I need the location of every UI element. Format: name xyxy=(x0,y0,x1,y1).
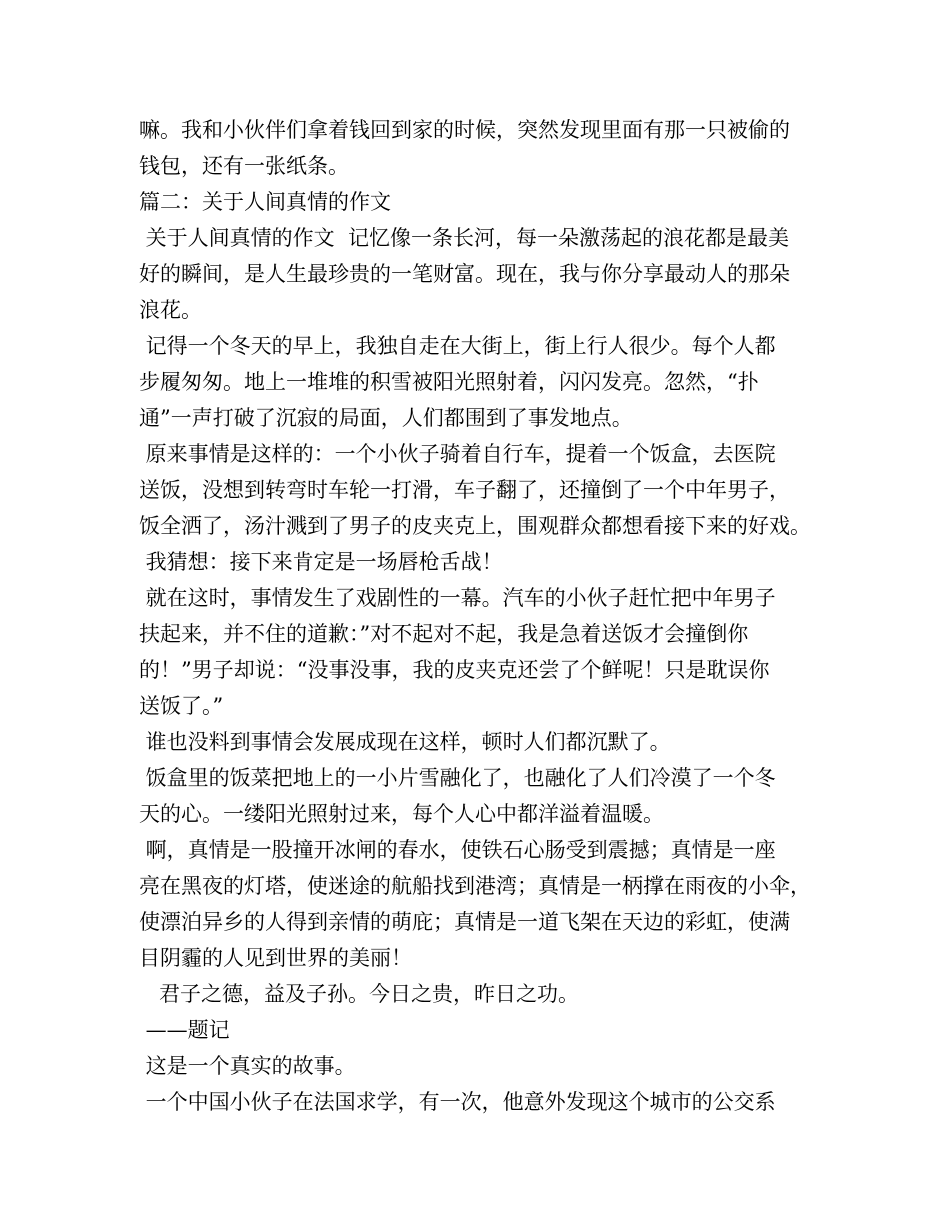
text-line: 亮在黑夜的灯塔，使迷途的航船找到港湾；真情是一柄撑在雨夜的小伞， xyxy=(139,874,811,898)
text-line: 记得一个冬天的早上，我独自走在大街上，街上行人很少。每个人都 xyxy=(139,334,776,358)
document-body xyxy=(139,112,839,1120)
text-line: 啊，真情是一股撞开冰闸的春水，使铁石心肠受到震撼；真情是一座 xyxy=(139,838,776,862)
text-line: 浪花。 xyxy=(139,298,202,322)
text-line: 这是一个真实的故事。 xyxy=(139,1054,356,1078)
text-line: 通”一声打破了沉寂的局面，人们都围到了事发地点。 xyxy=(139,406,633,430)
text-line: 饭盒里的饭菜把地上的一小片雪融化了，也融化了人们冷漠了一个冬 xyxy=(139,766,776,790)
text-line: 扶起来，并不住的道歉：”对不起对不起，我是急着送饭才会撞倒你 xyxy=(139,622,749,646)
text-line: 送饭，没想到转弯时车轮一打滑，车子翻了，还撞倒了一个中年男子， xyxy=(139,478,790,502)
text-line: 一个中国小伙子在法国求学，有一次，他意外发现这个城市的公交系 xyxy=(139,1090,776,1114)
text-line: 天的心。一缕阳光照射过来，每个人心中都洋溢着温暖。 xyxy=(139,802,664,826)
text-line: 谁也没料到事情会发展成现在这样，顿时人们都沉默了。 xyxy=(139,730,671,754)
text-line: 好的瞬间，是人生最珍贵的一笔财富。现在，我与你分享最动人的那朵 xyxy=(139,262,790,286)
text-line: 原来事情是这样的：一个小伙子骑着自行车，提着一个饭盒，去医院 xyxy=(139,442,776,466)
section-heading: 篇二：关于人间真情的作文 xyxy=(139,190,391,214)
text-line: 的！”男子却说：“没事没事，我的皮夹克还尝了个鲜呢！只是耽误你 xyxy=(139,658,770,682)
text-line: 饭全洒了，汤汁溅到了男子的皮夹克上，围观群众都想看接下来的好戏。 xyxy=(139,514,811,538)
text-line: 我猜想：接下来肯定是一场唇枪舌战！ xyxy=(139,550,503,574)
text-line: 就在这时，事情发生了戏剧性的一幕。汽车的小伙子赶忙把中年男子 xyxy=(139,586,776,610)
text-line: 钱包，还有一张纸条。 xyxy=(139,154,349,178)
text-line: 目阴霾的人见到世界的美丽！ xyxy=(139,946,412,970)
text-line: 步履匆匆。地上一堆堆的积雪被阳光照射着，闪闪发亮。忽然，“扑 xyxy=(139,370,759,394)
text-line: 关于人间真情的作文 记忆像一条长河，每一朵激荡起的浪花都是最美 xyxy=(139,226,790,250)
epigraph-line: 君子之德，益及子孙。今日之贵，昨日之功。 xyxy=(139,982,580,1006)
epigraph-attribution: ——题记 xyxy=(139,1018,230,1042)
text-line: 使漂泊异乡的人得到亲情的萌庇；真情是一道飞架在天边的彩虹，使满 xyxy=(139,910,790,934)
text-line: 送饭了。” xyxy=(139,694,224,718)
text-line: 嘛。我和小伙伴们拿着钱回到家的时候，突然发现里面有那一只被偷的 xyxy=(139,118,790,142)
